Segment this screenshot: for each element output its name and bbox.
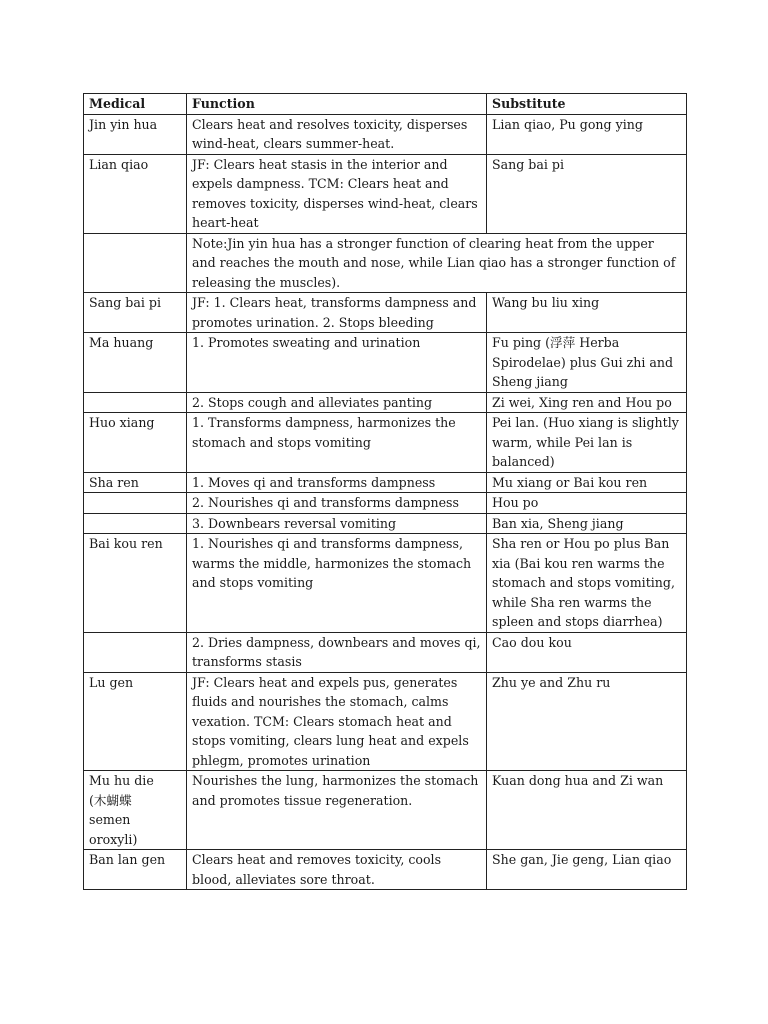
table-row [84, 233, 687, 293]
cell-substitute: Wang bu liu xing [487, 293, 687, 333]
cell-function: Clears heat and resolves toxicity, disperses wind-heat, clears summer-heat. [187, 114, 487, 154]
table-header-row [84, 94, 687, 115]
cell-function: 2. Dries dampness, downbears and moves qi, transforms stasis [187, 632, 487, 672]
cell-function: 1. Nourishes qi and transforms dampness, warms the middle, harmonizes the stomach and stops vomiting [187, 534, 487, 633]
cell-substitute: Sang bai pi [487, 154, 687, 233]
cell-substitute: She gan, Jie geng, Lian qiao [487, 850, 687, 890]
cell-medical: Jin yin hua [84, 114, 187, 154]
header-substitute: Substitute [487, 94, 687, 115]
cell-function: 2. Stops cough and alleviates panting [187, 392, 487, 413]
header-function: Function [187, 94, 487, 115]
table-row [84, 114, 687, 154]
cell-substitute: Pei lan. (Huo xiang is slightly warm, while Pei lan is balanced) [487, 413, 687, 473]
table-row [84, 392, 687, 413]
table-row [84, 513, 687, 534]
cell-substitute: Fu ping (浮萍 Herba Spirodelae) plus Gui zhi and Sheng jiang [487, 333, 687, 393]
cell-function: JF: Clears heat and expels pus, generates fluids and nourishes the stomach, calms vexation. TCM: Clears stomach heat and stops vomiting, clears lung heat and expels phlegm, promotes urination [187, 672, 487, 771]
cell-substitute: Hou po [487, 493, 687, 514]
cell-medical [84, 233, 187, 293]
cell-medical [84, 513, 187, 534]
cell-medical [84, 392, 187, 413]
table-row [84, 472, 687, 493]
header-medical: Medical [84, 94, 187, 115]
cell-function: Nourishes the lung, harmonizes the stomach and promotes tissue regeneration. [187, 771, 487, 850]
cell-medical [84, 632, 187, 672]
cell-medical: Lian qiao [84, 154, 187, 233]
table-row [84, 632, 687, 672]
cell-function: 1. Promotes sweating and urination [187, 333, 487, 393]
cell-function: 3. Downbears reversal vomiting [187, 513, 487, 534]
cell-function: 2. Nourishes qi and transforms dampness [187, 493, 487, 514]
table-row [84, 672, 687, 771]
cell-function: JF: Clears heat stasis in the interior and expels dampness. TCM: Clears heat and removes toxicity, disperses wind-heat, clears heart-heat [187, 154, 487, 233]
cell-medical: Lu gen [84, 672, 187, 771]
cell-substitute: Sha ren or Hou po plus Ban xia (Bai kou ren warms the stomach and stops vomiting, while Sha ren warms the spleen and stops diarrhea) [487, 534, 687, 633]
herb-substitution-table [83, 93, 687, 890]
cell-function: 1. Transforms dampness, harmonizes the stomach and stops vomiting [187, 413, 487, 473]
cell-medical: Mu hu die (木蝴蝶 semen oroxyli) [84, 771, 187, 850]
table-row [84, 771, 687, 850]
cell-medical: Huo xiang [84, 413, 187, 473]
table-row [84, 293, 687, 333]
cell-note: Note:Jin yin hua has a stronger function of clearing heat from the upper and reaches the mouth and nose, while Lian qiao has a stronger function of releasing the muscles). [187, 233, 687, 293]
table-row [84, 413, 687, 473]
cell-substitute: Ban xia, Sheng jiang [487, 513, 687, 534]
cell-medical: Ma huang [84, 333, 187, 393]
table-row [84, 493, 687, 514]
cell-substitute: Zi wei, Xing ren and Hou po [487, 392, 687, 413]
cell-substitute: Kuan dong hua and Zi wan [487, 771, 687, 850]
cell-medical [84, 493, 187, 514]
cell-substitute: Mu xiang or Bai kou ren [487, 472, 687, 493]
table-row [84, 154, 687, 233]
cell-medical: Sang bai pi [84, 293, 187, 333]
cell-substitute: Zhu ye and Zhu ru [487, 672, 687, 771]
cell-medical: Ban lan gen [84, 850, 187, 890]
cell-medical: Sha ren [84, 472, 187, 493]
table-row [84, 333, 687, 393]
table-row [84, 534, 687, 633]
cell-function: 1. Moves qi and transforms dampness [187, 472, 487, 493]
table-row [84, 850, 687, 890]
cell-substitute: Lian qiao, Pu gong ying [487, 114, 687, 154]
cell-substitute: Cao dou kou [487, 632, 687, 672]
table-body [84, 114, 687, 890]
cell-function: JF: 1. Clears heat, transforms dampness and promotes urination. 2. Stops bleeding [187, 293, 487, 333]
cell-function: Clears heat and removes toxicity, cools blood, alleviates sore throat. [187, 850, 487, 890]
cell-medical: Bai kou ren [84, 534, 187, 633]
